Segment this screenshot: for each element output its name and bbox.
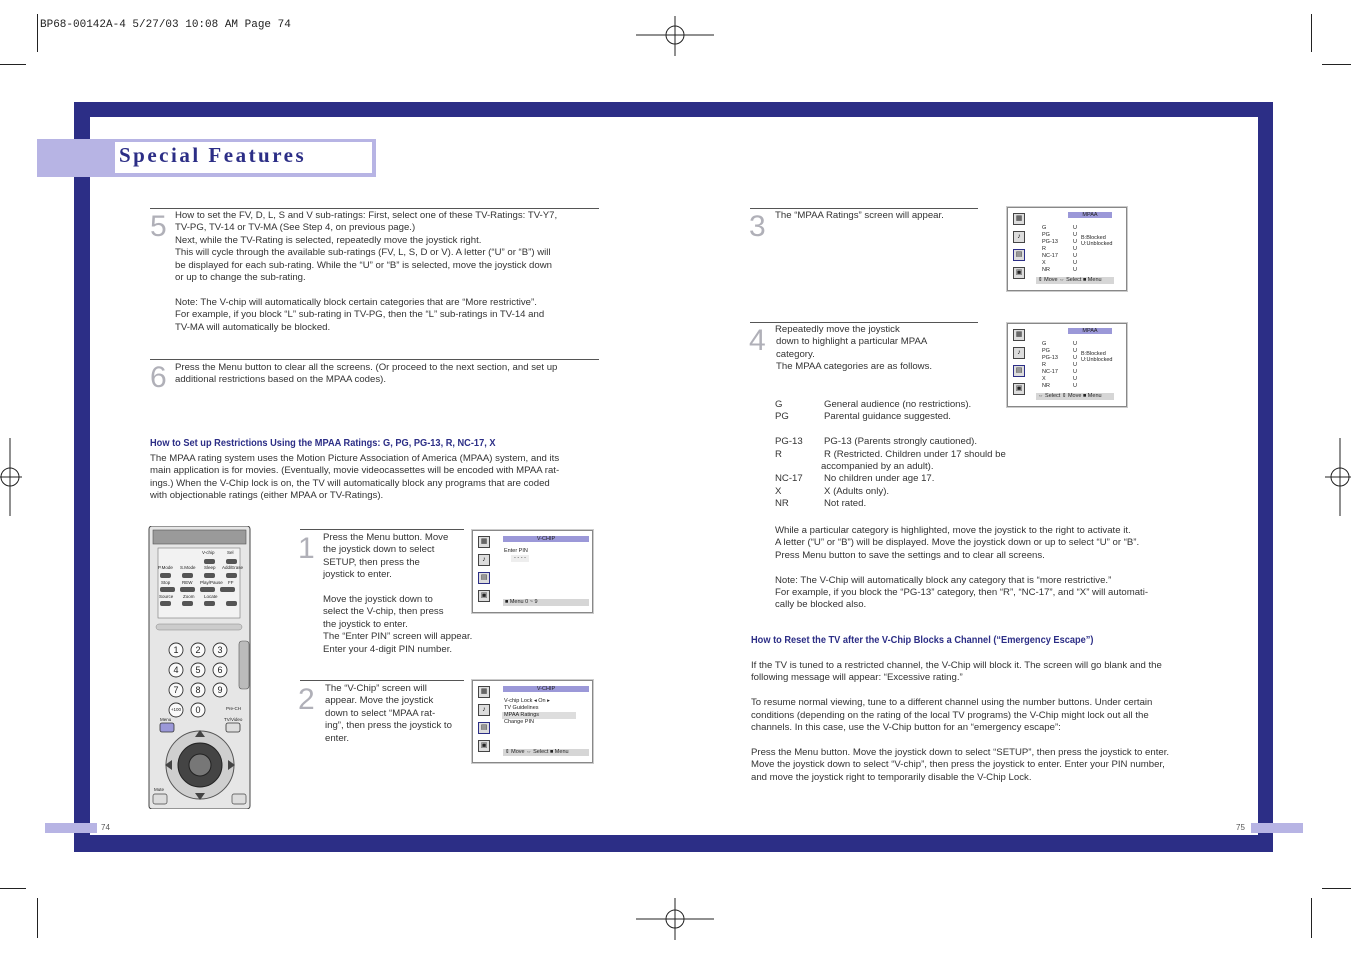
print-header: BP68-00142A-4 5/27/03 10:08 AM Page 74 [40,19,291,31]
v-chip-screen: ▦ ♪ ▤ ▣ V-CHIP V-chip Lock ◂ On ▸ TV Guidelines MPAA Ratings Change PIN ⇕ Move ⇔ Select ■ Menu [472,680,593,763]
step4-text: Repeatedly move the joystick down to highlight a particular MPAA category. The MPAA categories are as follows. [775,324,933,373]
channel-icon: ▣ [478,590,490,602]
sound-icon: ♪ [1013,231,1025,243]
left-page-tab [45,823,97,833]
step5-rule [150,208,599,209]
right-page-tab [1251,823,1303,833]
mpaa-ratings-screen-highlight: ▦ ♪ ▤ ▣ MPAA G PG PG-13 R NC-17 X NR U U U U U U U B:Blocked U:Unblocked ⇔ Select ⇕ Move ■ Menu [1007,323,1127,407]
category-row: NC-17 No children under age 17. [775,473,935,485]
category-row: NR Not rated. [775,498,867,510]
picture-icon: ▦ [1013,213,1025,225]
mpaa-heading: How to Set up Restrictions Using the MPAA Ratings: G, PG, PG-13, R, NC-17, X [150,437,496,449]
step1-text: Press the Menu button. Move the joystick down to select SETUP, then press the joystick to enter. Move the joystick down to select the V-chip, then press the joystick to enter. The “Enter PIN” screen will appear. Enter your 4-digit PIN number. [323,532,473,655]
step4-continued: While a particular category is highlighted, move the joystick to the right to activate it. A letter (“U” or “B”) will be displayed. Move the joystick down or up to select “U” or “B”. Press Menu button to save the settings and to clear all screens. Note: The V-Chip will automatically block any category that is “more restrictive.” For example, if you block the “PG-13” category, then “R”, “NC-17”, and “X” will automati- cally be blocked also. [775,525,1149,611]
setup-icon: ▤ [478,572,490,584]
registration-mark-top [636,16,714,56]
picture-icon: ▦ [478,686,490,698]
step5-number: 5 [150,210,167,243]
channel-icon: ▣ [478,740,490,752]
enter-pin-screen: ▦ ♪ ▤ ▣ V-CHIP Enter PIN - - - - ■ Menu 0 ~ 9 [472,530,593,613]
reset-heading: How to Reset the TV after the V-Chip Blocks a Channel (“Emergency Escape”) [751,634,1094,646]
step4-number: 4 [749,324,766,357]
step2-rule [300,680,464,681]
category-row: G General audience (no restrictions). [775,399,972,410]
mpaa-categories-list [775,399,1095,511]
step4-rule [750,322,978,323]
step1-rule [300,529,464,530]
registration-mark-left [0,438,22,516]
category-row: accompanied by an adult). [821,461,934,473]
mpaa-intro: The MPAA rating system uses the Motion Picture Association of America (MPAA) system, and its main application is for movies. (Eventually, movie videocassettes will be encoded with MPAA rat- ings.) When the V-Chip lock is on, the TV will automatically block any programs that are coded with objectionable ratings (either MPAA or TV-Ratings). [150,453,560,502]
left-page-number: 74 [101,823,110,832]
registration-mark-right [1325,438,1351,516]
sound-icon: ♪ [478,554,490,566]
category-row: X X (Adults only). [775,485,890,497]
category-row: PG-13 PG-13 (Parents strongly cautioned). [775,436,978,448]
step2-number: 2 [298,683,315,716]
sound-icon: ♪ [478,704,490,716]
step1-number: 1 [298,532,315,565]
step6-rule [150,359,599,360]
setup-icon: ▤ [1013,365,1025,377]
picture-icon: ▦ [478,536,490,548]
channel-icon: ▣ [1013,267,1025,279]
setup-icon: ▤ [478,722,490,734]
step6-number: 6 [150,361,167,394]
reset-instructions: If the TV is tuned to a restricted channel, the V-Chip will block it. The screen will go blank and the following message will appear: “Excessive rating.” To resume normal viewing, tune to a different channel using the number buttons. Under certain conditions (depending on the rating of the local TV programs) the V-Chip might lock out all the channels. In this case, use the V-Chip button for an “emergency escape”: Press the Menu button. Move the joystick down to select “SETUP”, then press the joystick to enter. Move the joystick down to select “V-chip”, then press the joystick to enter. Enter your PIN number, and move the joystick right to temporarily disable the V-Chip Lock. [751,660,1170,783]
step3-rule [750,208,978,209]
step3-text: The “MPAA Ratings” screen will appear. [775,210,944,221]
channel-icon: ▣ [1013,383,1025,395]
sound-icon: ♪ [1013,347,1025,359]
step6-text: Press the Menu button to clear all the screens. (Or proceed to the next section, and set up additional restrictions based on the MPAA codes). [175,362,558,386]
mpaa-ratings-screen: ▦ ♪ ▤ ▣ MPAA G PG PG-13 R NC-17 X NR U U U U U U U B:Blocked U:Unblocked ⇕ Move ⇔ Select ■ Menu [1007,207,1127,291]
step5-text: How to set the FV, D, L, S and V sub-ratings: First, select one of these TV-Ratings: TV-Y7, TV-PG, TV-14 or TV-MA (See Step 4, on previous page.) Next, while the TV-Rating is selected, repeatedly move the joystick right. This will cycle through the available sub-ratings (FV, L, S, D or V). A letter (“U” or “B”) will be displayed for each sub-rating. While the “U” or “B” is selected, move the joystick down or up to change the sub-rating. Note: The V-chip will automatically block certain categories that are “More restrictive”. For example, if you block “L” sub-rating in TV-PG, then the “L” sub-ratings in TV-14 and TV-MA will automatically be blocked. [175,210,558,333]
section-title: Special Features [119,143,307,167]
picture-icon: ▦ [1013,329,1025,341]
right-page-number: 75 [1236,823,1245,832]
registration-mark-bottom [636,898,714,940]
step2-text: The “V-Chip” screen will appear. Move the joystick down to select “MPAA rat- ing”, then press the joystick to enter. [325,683,452,744]
category-row: PG Parental guidance suggested. [775,411,951,423]
step3-number: 3 [749,210,766,243]
category-row: R R (Restricted. Children under 17 should be [775,448,1006,460]
setup-icon: ▤ [1013,249,1025,261]
remote-control-illustration: V-chip Sel P.Mode S.Mode Sleep Add/Erase Stop REW Play/Pause FF Source Zoom Locate 1 2 3 4 5 6 7 8 9 +100 0 Pre-CH Menu TV/Video Mute [148,526,251,809]
